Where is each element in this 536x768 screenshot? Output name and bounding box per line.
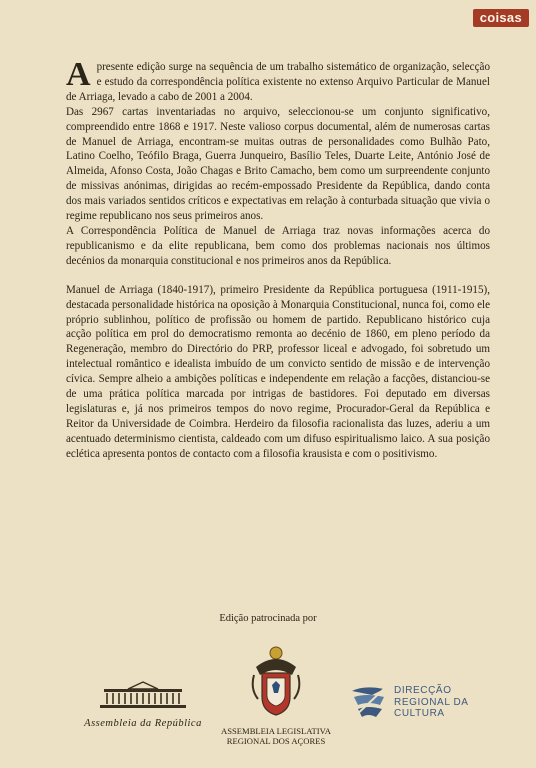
assembleia-acores-logo [214, 645, 338, 746]
direccao-regional-cultura-logo [350, 685, 500, 726]
sponsor-logos [0, 645, 536, 755]
assembleia-republica-caption: Assembleia da República [84, 718, 202, 729]
drop-cap: A [66, 56, 91, 93]
assembleia-acores-caption: ASSEMBLEIA LEGISLATIVA REGIONAL DOS AÇORES [221, 726, 331, 746]
intro-paragraph-1: Apresente edição surge na sequência de um trabalho sistemático de organização, selecção e estudo da correspondência política existente no extenso Arquivo Particular de Manuel de Arriaga, levado a cabo de 2001 a 2004. [66, 56, 490, 103]
sponsor-label: Edição patrocinada por [219, 613, 317, 624]
intro-paragraph-3: A Correspondência Política de Manuel de Arriaga traz novas informações acerca do republicanismo e da elite republicana, bem como dos problemas nacionais nos últimos decénios da monarquia constitucional e nos primeiros anos da República. [66, 224, 490, 267]
publisher-badge: coisas [473, 9, 529, 27]
coat-of-arms-icon [248, 645, 304, 719]
intro-paragraph-2: Das 2967 cartas inventariadas no arquivo, seleccionou-se um conjunto significativo, compreendido entre 1868 e 1917. Neste valioso corpus documental, além de numerosas cartas de Manuel de Arriaga, encontram-se muitas outras de personalidades como Bulhão Pato, Latino Coelho, Teófilo Braga, Guerra Junqueiro, Basílio Teles, Duarte Leite, António José de Almeida, Afonso Costa, João Chagas e Brito Camacho, bem como um surpreendente conjunto de missivas anónimas, dirigidas ao recém-empossado Presidente da República, dando conta dos mais variados sentidos críticos e expectativas em relação à conturbada situação que vivia o regime republicano nos seus primeiros anos. [66, 105, 490, 223]
culture-emblem-icon [350, 685, 388, 721]
direccao-regional-cultura-caption: DIRECÇÃO REGIONAL DA CULTURA [394, 685, 469, 719]
body-text [66, 56, 490, 462]
assembleia-republica-logo [78, 681, 208, 729]
parliament-building-icon [98, 681, 188, 711]
bio-paragraph: Manuel de Arriaga (1840-1917), primeiro Presidente da República portuguesa (1911-1915), destacada personalidade histórica na oposição à Monarquia Constitucional, nunca foi, como ele próprio sublinhou, político de profissão ou homem de partido. Republicano histórico cuja acção política em prol do democratismo remonta ao decénio de 1860, em pleno período da Regeneração, membro do Directório do PRP, professor liceal e advogado, foi sobretudo um intelectual romântico e idealista imbuído de um convicto sentido de missão e de intervenção cívica. Sempre alheio a ambições políticas e independente em relação a facções, distanciou-se de uma prática política marcada por intrigas de bastidores. Foi deputado em diversas legislaturas e, já nos primeiros tempos do novo regime, Procurador-Geral da República e Reitor da Universidade de Coimbra. Herdeiro da filosofia racionalista das luzes, aderiu a um acentuado determinismo cientista, caldeado com um difuso espiritualismo laico. A sua posição eclética apresenta pontos de contacto com a filosofia krausista e com o positivismo. [66, 283, 490, 460]
